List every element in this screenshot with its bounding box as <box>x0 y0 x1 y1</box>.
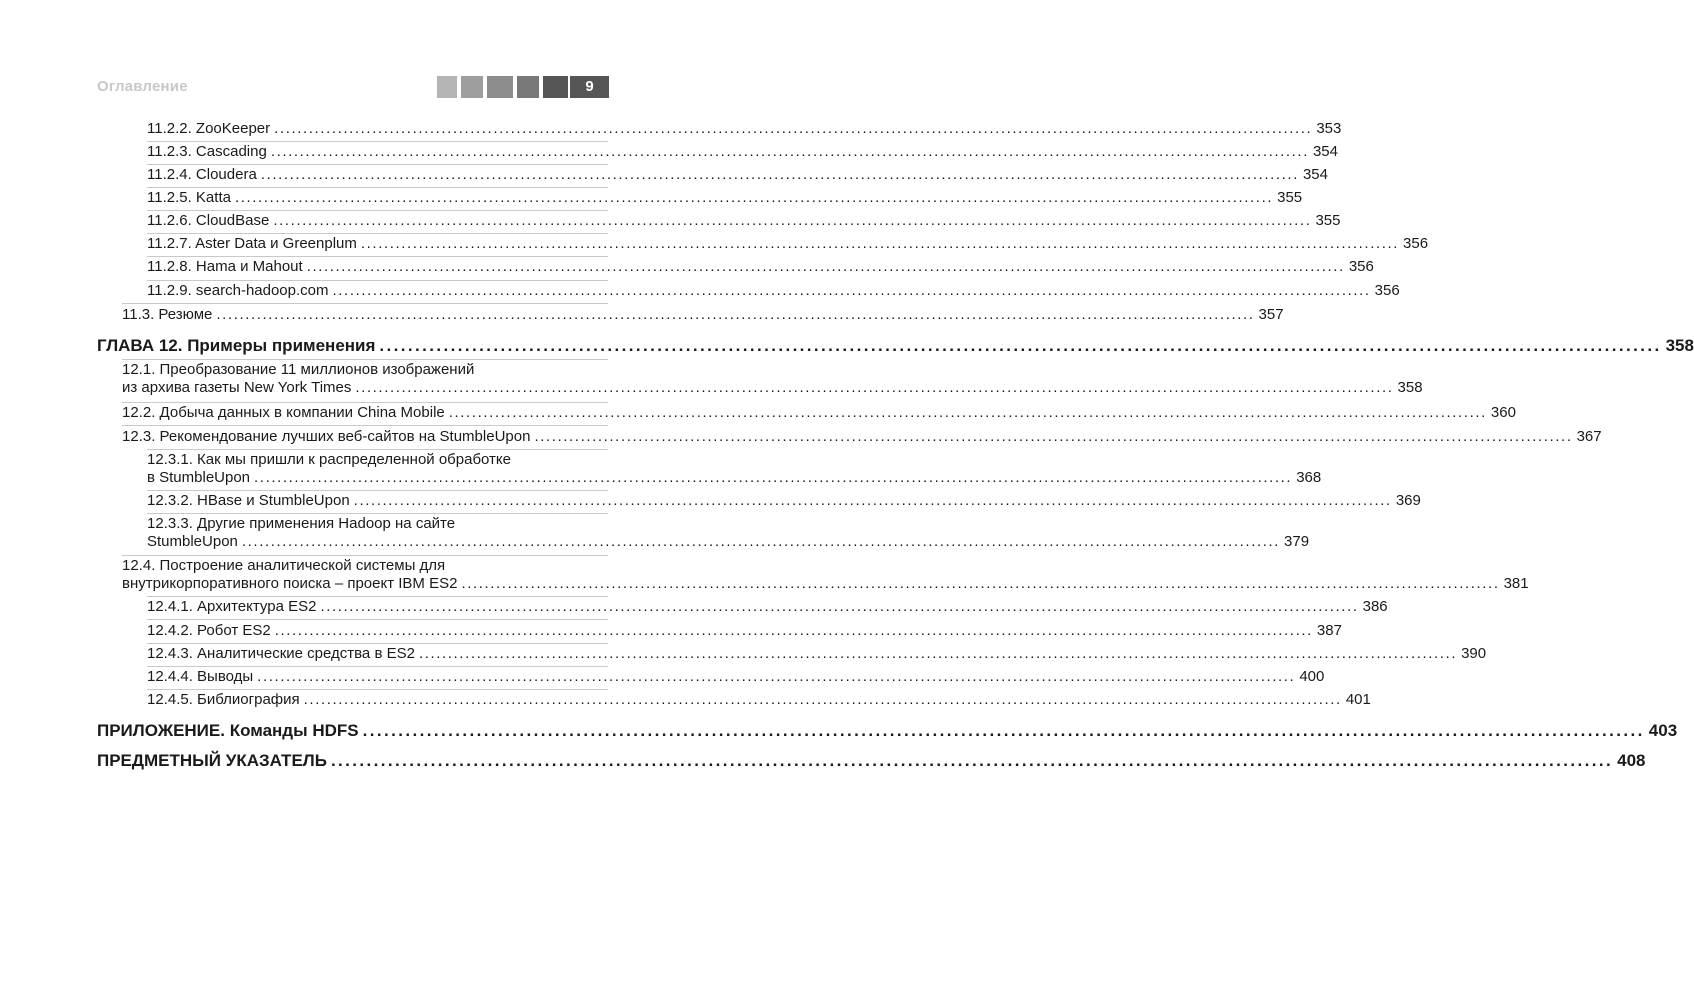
separator <box>122 359 608 360</box>
separator <box>122 303 608 304</box>
toc-entry[interactable] <box>147 235 1429 253</box>
toc-leader-dots: .................................................................................................................................................................................... <box>273 212 1312 229</box>
toc-leader-dots: .................................................................................................................................................................................... <box>274 622 1313 639</box>
toc-entry-title: в StumbleUpon <box>147 469 251 486</box>
toc-leader-dots: .................................................................................................................................................................................... <box>379 336 1662 355</box>
toc-leader-dots: .................................................................................................................................................................................... <box>362 721 1645 740</box>
toc-entry-page: 355 <box>1277 189 1303 206</box>
toc-entry[interactable] <box>147 143 1338 161</box>
toc-leader-dots: .................................................................................................................................................................................... <box>216 306 1255 323</box>
toc-leader-dots: .................................................................................................................................................................................... <box>461 575 1500 592</box>
toc-chapter-entry[interactable] <box>97 721 1678 741</box>
toc-entry[interactable] <box>147 598 1388 616</box>
toc-entry-title: 12.4.5. Библиография <box>147 691 300 708</box>
toc-entry-title: 11.2.7. Aster Data и Greenplum <box>147 235 357 252</box>
toc-entry[interactable] <box>147 120 1342 138</box>
toc-leader-dots: .................................................................................................................................................................................... <box>260 166 1299 183</box>
toc-entry-title: 12.4.1. Архитектура ES2 <box>147 598 317 615</box>
toc-entry-page: 401 <box>1345 691 1371 708</box>
running-title: Оглавление <box>97 78 188 95</box>
toc-entry[interactable] <box>147 166 1328 184</box>
toc-entry-line2 <box>122 575 1529 593</box>
toc-entry-title: 12.3.2. HBase и StumbleUpon <box>147 492 350 509</box>
toc-leader-dots: .................................................................................................................................................................................... <box>332 282 1371 299</box>
toc-entry-title: 11.2.8. Hama и Mahout <box>147 258 303 275</box>
toc-entry-page: 367 <box>1576 428 1602 445</box>
toc-entry[interactable] <box>147 645 1487 663</box>
toc-entry-title: 12.4.3. Аналитические средства в ES2 <box>147 645 415 662</box>
separator <box>147 643 608 644</box>
toc-entry-line2 <box>147 533 1310 551</box>
toc-entry[interactable] <box>147 451 1322 487</box>
toc-entry-title: StumbleUpon <box>147 533 238 550</box>
separator <box>147 210 608 211</box>
toc-entry-title-line1: 12.4. Построение аналитической системы для <box>122 557 446 574</box>
toc-leader-dots: .................................................................................................................................................................................... <box>303 691 1342 708</box>
toc-entry-page: 354 <box>1302 166 1328 183</box>
toc-entry-page: 358 <box>1665 336 1694 355</box>
separator <box>147 141 608 142</box>
separator <box>147 449 608 450</box>
toc-leader-dots: .................................................................................................................................................................................... <box>274 120 1313 137</box>
toc-entry-page: 358 <box>1397 379 1423 396</box>
toc-entry-title: 11.2.5. Katta <box>147 189 231 206</box>
toc-leader-dots: .................................................................................................................................................................................... <box>254 469 1293 486</box>
toc-entry-title: из архива газеты New York Times <box>122 379 352 396</box>
toc-leader-dots: .................................................................................................................................................................................... <box>330 751 1614 770</box>
toc-entry-title: ПРЕДМЕТНЫЙ УКАЗАТЕЛЬ <box>97 751 327 770</box>
separator <box>147 256 608 257</box>
toc-entry[interactable] <box>147 622 1342 640</box>
toc-entry-line2 <box>122 379 1423 397</box>
separator <box>122 425 608 426</box>
separator <box>122 555 608 556</box>
toc-entry-page: 369 <box>1395 492 1421 509</box>
toc-entry-page: 400 <box>1299 668 1325 685</box>
toc-leader-dots: .................................................................................................................................................................................... <box>534 428 1573 445</box>
toc-leader-dots: .................................................................................................................................................................................... <box>234 189 1274 206</box>
toc-entry-page: 387 <box>1316 622 1342 639</box>
toc-entry-title: 12.2. Добыча данных в компании China Mobile <box>122 404 445 421</box>
toc-entry[interactable] <box>147 668 1325 686</box>
toc-entry[interactable] <box>147 212 1341 230</box>
separator <box>147 490 608 491</box>
toc-leader-dots: .................................................................................................................................................................................... <box>270 143 1309 160</box>
separator <box>147 513 608 514</box>
toc-entry-title: 11.2.6. CloudBase <box>147 212 270 229</box>
toc-entry-page: 390 <box>1461 645 1487 662</box>
toc-entry-page: 386 <box>1362 598 1388 615</box>
toc-entry-page: 408 <box>1617 751 1646 770</box>
toc-entry-title: 11.2.2. ZooKeeper <box>147 120 271 137</box>
toc-entry-title: 11.3. Резюме <box>122 306 213 323</box>
toc-entry-title: ГЛАВА 12. Примеры применения <box>97 336 376 355</box>
toc-leader-dots: .................................................................................................................................................................................... <box>418 645 1458 662</box>
toc-entry-page: 353 <box>1316 120 1342 137</box>
toc-entry[interactable] <box>147 258 1374 276</box>
toc-entry-page: 357 <box>1258 306 1284 323</box>
toc-entry[interactable] <box>122 404 1516 422</box>
toc-entry-title: ПРИЛОЖЕНИЕ. Команды HDFS <box>97 721 359 740</box>
separator <box>147 596 608 597</box>
toc-entry-page: 381 <box>1503 575 1529 592</box>
toc-leader-dots: .................................................................................................................................................................................... <box>353 492 1392 509</box>
separator <box>147 280 608 281</box>
toc-entry-title-line1: 12.3.1. Как мы пришли к распределенной обработке <box>147 451 511 468</box>
toc-entry-page: 360 <box>1490 404 1516 421</box>
toc-entry-line2 <box>147 469 1322 487</box>
toc-leader-dots: .................................................................................................................................................................................... <box>355 379 1394 396</box>
toc-entry[interactable] <box>147 515 1310 551</box>
toc-entry-title: внутрикорпоративного поиска – проект IBM ES2 <box>122 575 458 592</box>
toc-entry-title-line1: 12.3.3. Другие применения Hadoop на сайте <box>147 515 456 532</box>
toc-entry-title: 12.4.4. Выводы <box>147 668 254 685</box>
toc-leader-dots: .................................................................................................................................................................................... <box>448 404 1487 421</box>
toc-entry-title: 11.2.4. Cloudera <box>147 166 257 183</box>
toc-entry-page: 356 <box>1403 235 1429 252</box>
separator <box>122 402 608 403</box>
separator <box>147 619 608 620</box>
separator <box>147 666 608 667</box>
toc-chapter-entry[interactable] <box>97 751 1646 771</box>
toc-entry-page: 356 <box>1348 258 1374 275</box>
separator <box>147 187 608 188</box>
separator <box>147 689 608 690</box>
toc-entry[interactable] <box>147 492 1421 510</box>
toc-entry-page: 368 <box>1296 469 1322 486</box>
toc-entry-page: 355 <box>1315 212 1341 229</box>
toc-entry[interactable] <box>147 189 1303 207</box>
toc-leader-dots: .................................................................................................................................................................................... <box>241 533 1281 550</box>
toc-entry[interactable] <box>122 428 1602 446</box>
toc-entry-title: 11.2.9. search-hadoop.com <box>147 282 329 299</box>
toc-entry-page: 403 <box>1648 721 1678 740</box>
separator <box>147 233 608 234</box>
toc-entry[interactable] <box>122 306 1284 324</box>
toc-entry-title-line1: 12.1. Преобразование 11 миллионов изображений <box>122 361 475 378</box>
toc-leader-dots: .................................................................................................................................................................................... <box>360 235 1400 252</box>
toc-entry-page: 354 <box>1312 143 1338 160</box>
toc-leader-dots: .................................................................................................................................................................................... <box>320 598 1359 615</box>
toc-chapter-entry[interactable] <box>97 336 1694 356</box>
toc-entry[interactable] <box>147 691 1371 709</box>
toc-leader-dots: .................................................................................................................................................................................... <box>257 668 1296 685</box>
toc-entry-title: 12.4.2. Робот ES2 <box>147 622 271 639</box>
toc-entry-page: 379 <box>1284 533 1310 550</box>
separator <box>147 164 608 165</box>
toc-leader-dots: .................................................................................................................................................................................... <box>306 258 1345 275</box>
toc-entry[interactable] <box>122 557 1529 593</box>
toc-entry-page: 356 <box>1374 282 1400 299</box>
toc-entry[interactable] <box>147 282 1400 300</box>
toc-entry-title: 11.2.3. Cascading <box>147 143 267 160</box>
toc-entry[interactable] <box>122 361 1423 397</box>
toc-entry-title: 12.3. Рекомендование лучших веб-сайтов на StumbleUpon <box>122 428 531 445</box>
page-number: 9 <box>570 76 609 98</box>
